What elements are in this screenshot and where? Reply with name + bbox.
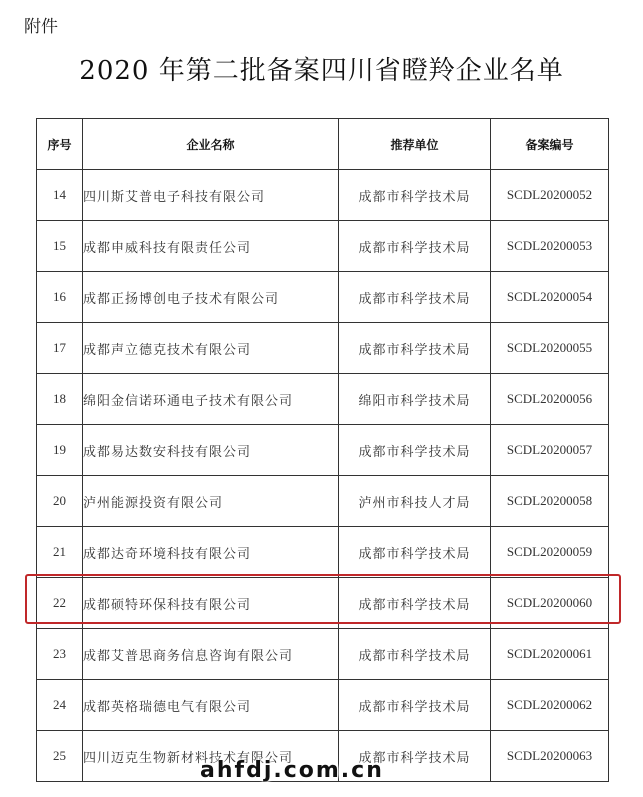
cell-no: 24 <box>37 680 83 731</box>
cell-no: 21 <box>37 527 83 578</box>
table-header-row <box>37 119 609 170</box>
cell-no: 18 <box>37 374 83 425</box>
cell-unit: 成都市科学技术局 <box>339 221 491 272</box>
cell-no: 17 <box>37 323 83 374</box>
cell-no: 22 <box>37 578 83 629</box>
cell-code: SCDL20200053 <box>491 221 609 272</box>
watermark: ahfdj.com.cn <box>200 758 384 783</box>
cell-name: 成都易达数安科技有限公司 <box>83 425 339 476</box>
cell-no: 15 <box>37 221 83 272</box>
cell-code: SCDL20200058 <box>491 476 609 527</box>
cell-name: 成都正扬博创电子技术有限公司 <box>83 272 339 323</box>
cell-no: 19 <box>37 425 83 476</box>
cell-code: SCDL20200055 <box>491 323 609 374</box>
cell-code: SCDL20200056 <box>491 374 609 425</box>
cell-no: 23 <box>37 629 83 680</box>
cell-unit: 成都市科学技术局 <box>339 731 491 782</box>
table-row <box>37 527 609 578</box>
enterprise-table <box>36 118 609 782</box>
cell-name: 成都申威科技有限责任公司 <box>83 221 339 272</box>
cell-no: 25 <box>37 731 83 782</box>
table-row <box>37 221 609 272</box>
cell-unit: 成都市科学技术局 <box>339 425 491 476</box>
cell-name: 成都硕特环保科技有限公司 <box>83 578 339 629</box>
cell-code: SCDL20200062 <box>491 680 609 731</box>
cell-unit: 成都市科学技术局 <box>339 272 491 323</box>
cell-unit: 成都市科学技术局 <box>339 170 491 221</box>
table-row <box>37 272 609 323</box>
cell-no: 14 <box>37 170 83 221</box>
table-row <box>37 425 609 476</box>
cell-no: 20 <box>37 476 83 527</box>
cell-unit: 成都市科学技术局 <box>339 680 491 731</box>
cell-unit: 成都市科学技术局 <box>339 629 491 680</box>
table-row <box>37 476 609 527</box>
table-row <box>37 170 609 221</box>
attachment-label: 附件 <box>24 17 58 37</box>
cell-name: 绵阳金信诺环通电子技术有限公司 <box>83 374 339 425</box>
cell-unit: 绵阳市科学技术局 <box>339 374 491 425</box>
cell-name: 四川斯艾普电子科技有限公司 <box>83 170 339 221</box>
cell-code: SCDL20200059 <box>491 527 609 578</box>
cell-unit: 成都市科学技术局 <box>339 323 491 374</box>
cell-unit: 成都市科学技术局 <box>339 527 491 578</box>
header-name: 企业名称 <box>83 119 339 170</box>
header-no: 序号 <box>37 119 83 170</box>
cell-unit: 成都市科学技术局 <box>339 578 491 629</box>
page-title: 2020 年第二批备案四川省瞪羚企业名单 <box>79 56 564 86</box>
cell-name: 成都达奇环境科技有限公司 <box>83 527 339 578</box>
cell-name: 泸州能源投资有限公司 <box>83 476 339 527</box>
cell-code: SCDL20200063 <box>491 731 609 782</box>
cell-unit: 泸州市科技人才局 <box>339 476 491 527</box>
cell-no: 16 <box>37 272 83 323</box>
cell-name: 成都英格瑞德电气有限公司 <box>83 680 339 731</box>
table-row <box>37 629 609 680</box>
cell-code: SCDL20200061 <box>491 629 609 680</box>
cell-code: SCDL20200060 <box>491 578 609 629</box>
header-code: 备案编号 <box>491 119 609 170</box>
cell-code: SCDL20200057 <box>491 425 609 476</box>
header-unit: 推荐单位 <box>339 119 491 170</box>
cell-code: SCDL20200054 <box>491 272 609 323</box>
cell-name: 成都声立德克技术有限公司 <box>83 323 339 374</box>
table-row <box>37 578 609 629</box>
table-row <box>37 323 609 374</box>
cell-name: 四川迈克生物新材料技术有限公司 <box>83 731 339 782</box>
cell-code: SCDL20200052 <box>491 170 609 221</box>
table-row <box>37 374 609 425</box>
table-row <box>37 680 609 731</box>
cell-name: 成都艾普思商务信息咨询有限公司 <box>83 629 339 680</box>
